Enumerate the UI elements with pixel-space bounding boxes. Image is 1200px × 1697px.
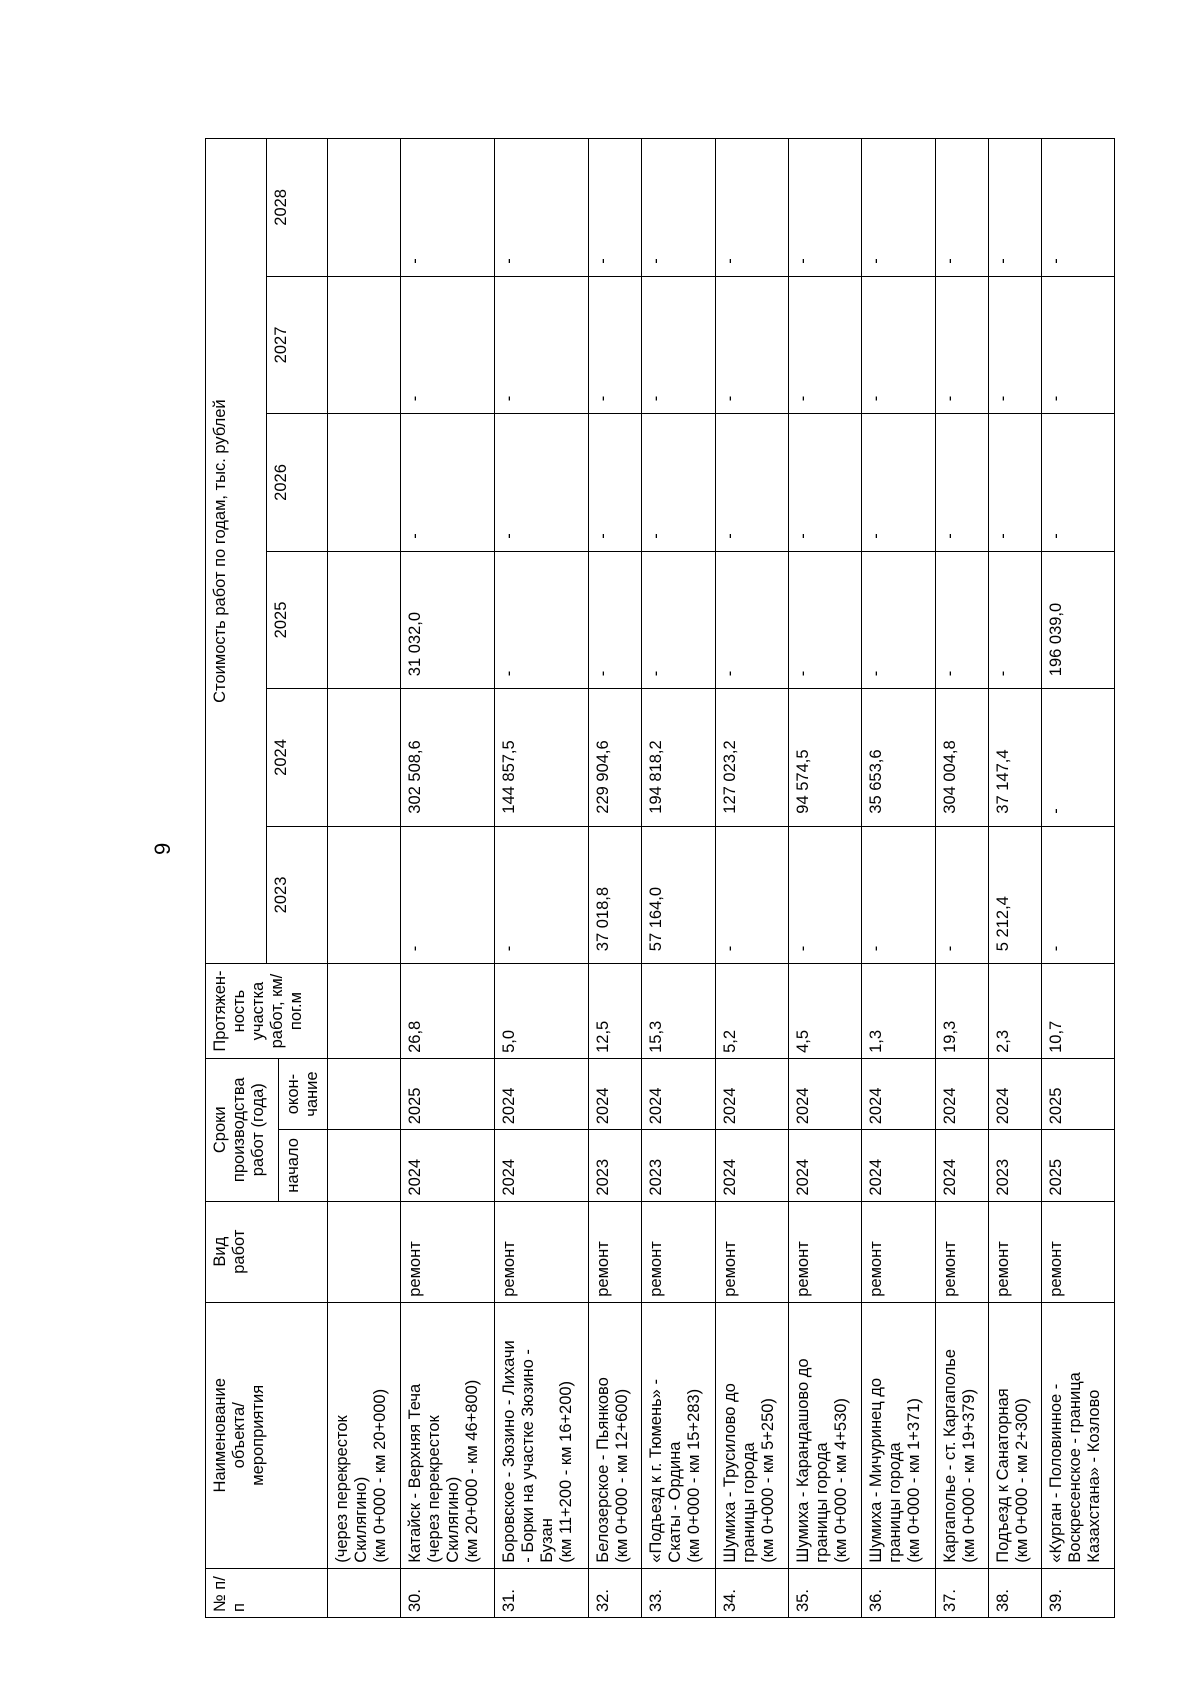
header-cost: Стоимость работ по годам, тыс. рублей (206, 139, 267, 964)
cell-start (328, 1130, 401, 1201)
cell-y2028: - (788, 139, 861, 277)
cell-length: 1,3 (862, 964, 935, 1059)
cell-y2025: - (935, 551, 988, 689)
header-type: Вид работ (206, 1201, 328, 1302)
cell-start: 2024 (401, 1130, 495, 1201)
cell-y2026: - (1041, 414, 1114, 552)
cell-y2026: - (935, 414, 988, 552)
cell-end (328, 1058, 401, 1129)
header-year: 2026 (267, 414, 328, 552)
cell-name: Белозерское - Пьянково (км 0+000 - км 12+600) (589, 1302, 642, 1568)
cell-type: ремонт (935, 1201, 988, 1302)
cell-type: ремонт (495, 1201, 589, 1302)
header-year: 2023 (267, 826, 328, 964)
cell-y2027: - (988, 276, 1041, 414)
table-row (495, 139, 589, 1618)
cell-name: Подъезд к Санаторная (км 0+000 - км 2+300) (988, 1302, 1041, 1568)
cell-num: 37. (935, 1568, 988, 1617)
works-table (205, 138, 1115, 1618)
header-terms: Сроки производства работ (года) (206, 1058, 279, 1201)
cell-start: 2024 (715, 1130, 788, 1201)
header-year: 2028 (267, 139, 328, 277)
cell-type: ремонт (642, 1201, 715, 1302)
cell-num: 34. (715, 1568, 788, 1617)
cell-y2025: 31 032,0 (401, 551, 495, 689)
header-year: 2027 (267, 276, 328, 414)
header-name: Наименование объекта/ мероприятия (206, 1302, 328, 1568)
cell-start: 2024 (862, 1130, 935, 1201)
cell-y2025: - (642, 551, 715, 689)
cell-num: 36. (862, 1568, 935, 1617)
cell-y2027: - (495, 276, 589, 414)
cell-y2028: - (401, 139, 495, 277)
cell-y2028: - (589, 139, 642, 277)
table-row (988, 139, 1041, 1618)
header-length: Протяжен- ность участка работ, км/ пог.м (206, 964, 328, 1059)
cell-y2026 (328, 414, 401, 552)
table-row (328, 139, 401, 1618)
page-number: 9 (150, 842, 175, 855)
cell-end: 2024 (988, 1058, 1041, 1129)
cell-y2026: - (642, 414, 715, 552)
cell-name: «Подъезд к г. Тюмень» - Скаты - Ордина (км 0+000 - км 15+283) (642, 1302, 715, 1568)
cell-num: 30. (401, 1568, 495, 1617)
cell-y2023: - (401, 826, 495, 964)
cell-y2027: - (642, 276, 715, 414)
cell-start: 2024 (935, 1130, 988, 1201)
rotated-table-container (205, 138, 1103, 1618)
table-row (935, 139, 988, 1618)
cell-type (328, 1201, 401, 1302)
cell-y2027 (328, 276, 401, 414)
cell-length: 26,8 (401, 964, 495, 1059)
header-end: окон- чание (279, 1058, 328, 1129)
table-row (642, 139, 715, 1618)
cell-length: 19,3 (935, 964, 988, 1059)
cell-name: Шумиха - Карандашово до границы города (км 0+000 - км 4+530) (788, 1302, 861, 1568)
cell-y2025: - (715, 551, 788, 689)
cell-length: 15,3 (642, 964, 715, 1059)
cell-start: 2023 (589, 1130, 642, 1201)
cell-y2025: - (495, 551, 589, 689)
cell-y2027: - (401, 276, 495, 414)
cell-type: ремонт (788, 1201, 861, 1302)
cell-end: 2024 (935, 1058, 988, 1129)
cell-y2024: 194 818,2 (642, 689, 715, 827)
cell-name: Шумиха - Мичуринец до границы города (км 0+000 - км 1+371) (862, 1302, 935, 1568)
table-row (401, 139, 495, 1618)
cell-type: ремонт (401, 1201, 495, 1302)
cell-num: 38. (988, 1568, 1041, 1617)
cell-y2027: - (715, 276, 788, 414)
cell-y2027: - (935, 276, 988, 414)
cell-y2026: - (788, 414, 861, 552)
cell-y2028: - (642, 139, 715, 277)
table-body (328, 139, 1115, 1618)
header-year: 2025 (267, 551, 328, 689)
cell-start: 2023 (988, 1130, 1041, 1201)
cell-type: ремонт (988, 1201, 1041, 1302)
cell-start: 2023 (642, 1130, 715, 1201)
cell-end: 2024 (788, 1058, 861, 1129)
cell-length: 10,7 (1041, 964, 1114, 1059)
cell-y2023: - (862, 826, 935, 964)
table-row (589, 139, 642, 1618)
cell-y2023: - (495, 826, 589, 964)
cell-y2025: - (988, 551, 1041, 689)
cell-y2028 (328, 139, 401, 277)
cell-end: 2024 (642, 1058, 715, 1129)
cell-length: 5,2 (715, 964, 788, 1059)
cell-y2024: 144 857,5 (495, 689, 589, 827)
cell-end: 2024 (495, 1058, 589, 1129)
cell-name: «Курган - Половинное - Воскресенское - граница Казахстана» - Козлово (1041, 1302, 1114, 1568)
cell-num: 31. (495, 1568, 589, 1617)
cell-num: 33. (642, 1568, 715, 1617)
cell-length: 2,3 (988, 964, 1041, 1059)
cell-y2023: - (1041, 826, 1114, 964)
cell-y2024: 302 508,6 (401, 689, 495, 827)
cell-y2026: - (401, 414, 495, 552)
cell-y2023: 5 212,4 (988, 826, 1041, 964)
table-row (1041, 139, 1114, 1618)
cell-y2023: 37 018,8 (589, 826, 642, 964)
cell-type: ремонт (1041, 1201, 1114, 1302)
cell-y2028: - (1041, 139, 1114, 277)
header-year: 2024 (267, 689, 328, 827)
cell-end: 2024 (715, 1058, 788, 1129)
cell-name: Катайск - Верхняя Теча (через перекресток Скилягино) (км 20+000 - км 46+800) (401, 1302, 495, 1568)
cell-name: Шумиха - Трусилово до границы города (км 0+000 - км 5+250) (715, 1302, 788, 1568)
cell-name: Боровское - Зюзино - Лихачи - Борки на участке Зюзино - Бузан (км 11+200 - км 16+200) (495, 1302, 589, 1568)
cell-y2023: - (715, 826, 788, 964)
cell-y2025 (328, 551, 401, 689)
cell-end: 2025 (401, 1058, 495, 1129)
cell-y2025: 196 039,0 (1041, 551, 1114, 689)
table-row (788, 139, 861, 1618)
cell-y2024: 94 574,5 (788, 689, 861, 827)
cell-end: 2024 (589, 1058, 642, 1129)
cell-y2024: - (1041, 689, 1114, 827)
cell-end: 2025 (1041, 1058, 1114, 1129)
cell-y2024: 304 004,8 (935, 689, 988, 827)
table-row (715, 139, 788, 1618)
cell-num: 39. (1041, 1568, 1114, 1617)
cell-start: 2025 (1041, 1130, 1114, 1201)
cell-length: 4,5 (788, 964, 861, 1059)
cell-length: 5,0 (495, 964, 589, 1059)
cell-y2026: - (589, 414, 642, 552)
header-start: начало (279, 1130, 328, 1201)
cell-name: Каргаполье - ст. Каргаполье (км 0+000 - км 19+379) (935, 1302, 988, 1568)
cell-y2023: 57 164,0 (642, 826, 715, 964)
table-row (862, 139, 935, 1618)
cell-y2028: - (715, 139, 788, 277)
cell-y2024: 229 904,6 (589, 689, 642, 827)
cell-y2028: - (988, 139, 1041, 277)
cell-name: (через перекресток Скилягино) (км 0+000 - км 20+000) (328, 1302, 401, 1568)
cell-y2028: - (935, 139, 988, 277)
cell-num (328, 1568, 401, 1617)
cell-type: ремонт (589, 1201, 642, 1302)
cell-y2026: - (862, 414, 935, 552)
cell-y2026: - (495, 414, 589, 552)
cell-length: 12,5 (589, 964, 642, 1059)
cell-y2028: - (495, 139, 589, 277)
cell-y2027: - (589, 276, 642, 414)
cell-y2023: - (935, 826, 988, 964)
cell-y2025: - (862, 551, 935, 689)
cell-y2026: - (988, 414, 1041, 552)
cell-y2025: - (589, 551, 642, 689)
cell-y2027: - (1041, 276, 1114, 414)
cell-type: ремонт (715, 1201, 788, 1302)
cell-type: ремонт (862, 1201, 935, 1302)
cell-start: 2024 (788, 1130, 861, 1201)
cell-y2025: - (788, 551, 861, 689)
header-num: № п/ п (206, 1568, 328, 1617)
cell-y2023: - (788, 826, 861, 964)
cell-y2027: - (862, 276, 935, 414)
cell-y2026: - (715, 414, 788, 552)
cell-num: 32. (589, 1568, 642, 1617)
cell-y2024: 35 653,6 (862, 689, 935, 827)
cell-start: 2024 (495, 1130, 589, 1201)
cell-y2024: 127 023,2 (715, 689, 788, 827)
cell-y2024: 37 147,4 (988, 689, 1041, 827)
cell-length (328, 964, 401, 1059)
cell-end: 2024 (862, 1058, 935, 1129)
cell-y2023 (328, 826, 401, 964)
cell-y2028: - (862, 139, 935, 277)
cell-y2027: - (788, 276, 861, 414)
cell-y2024 (328, 689, 401, 827)
cell-num: 35. (788, 1568, 861, 1617)
